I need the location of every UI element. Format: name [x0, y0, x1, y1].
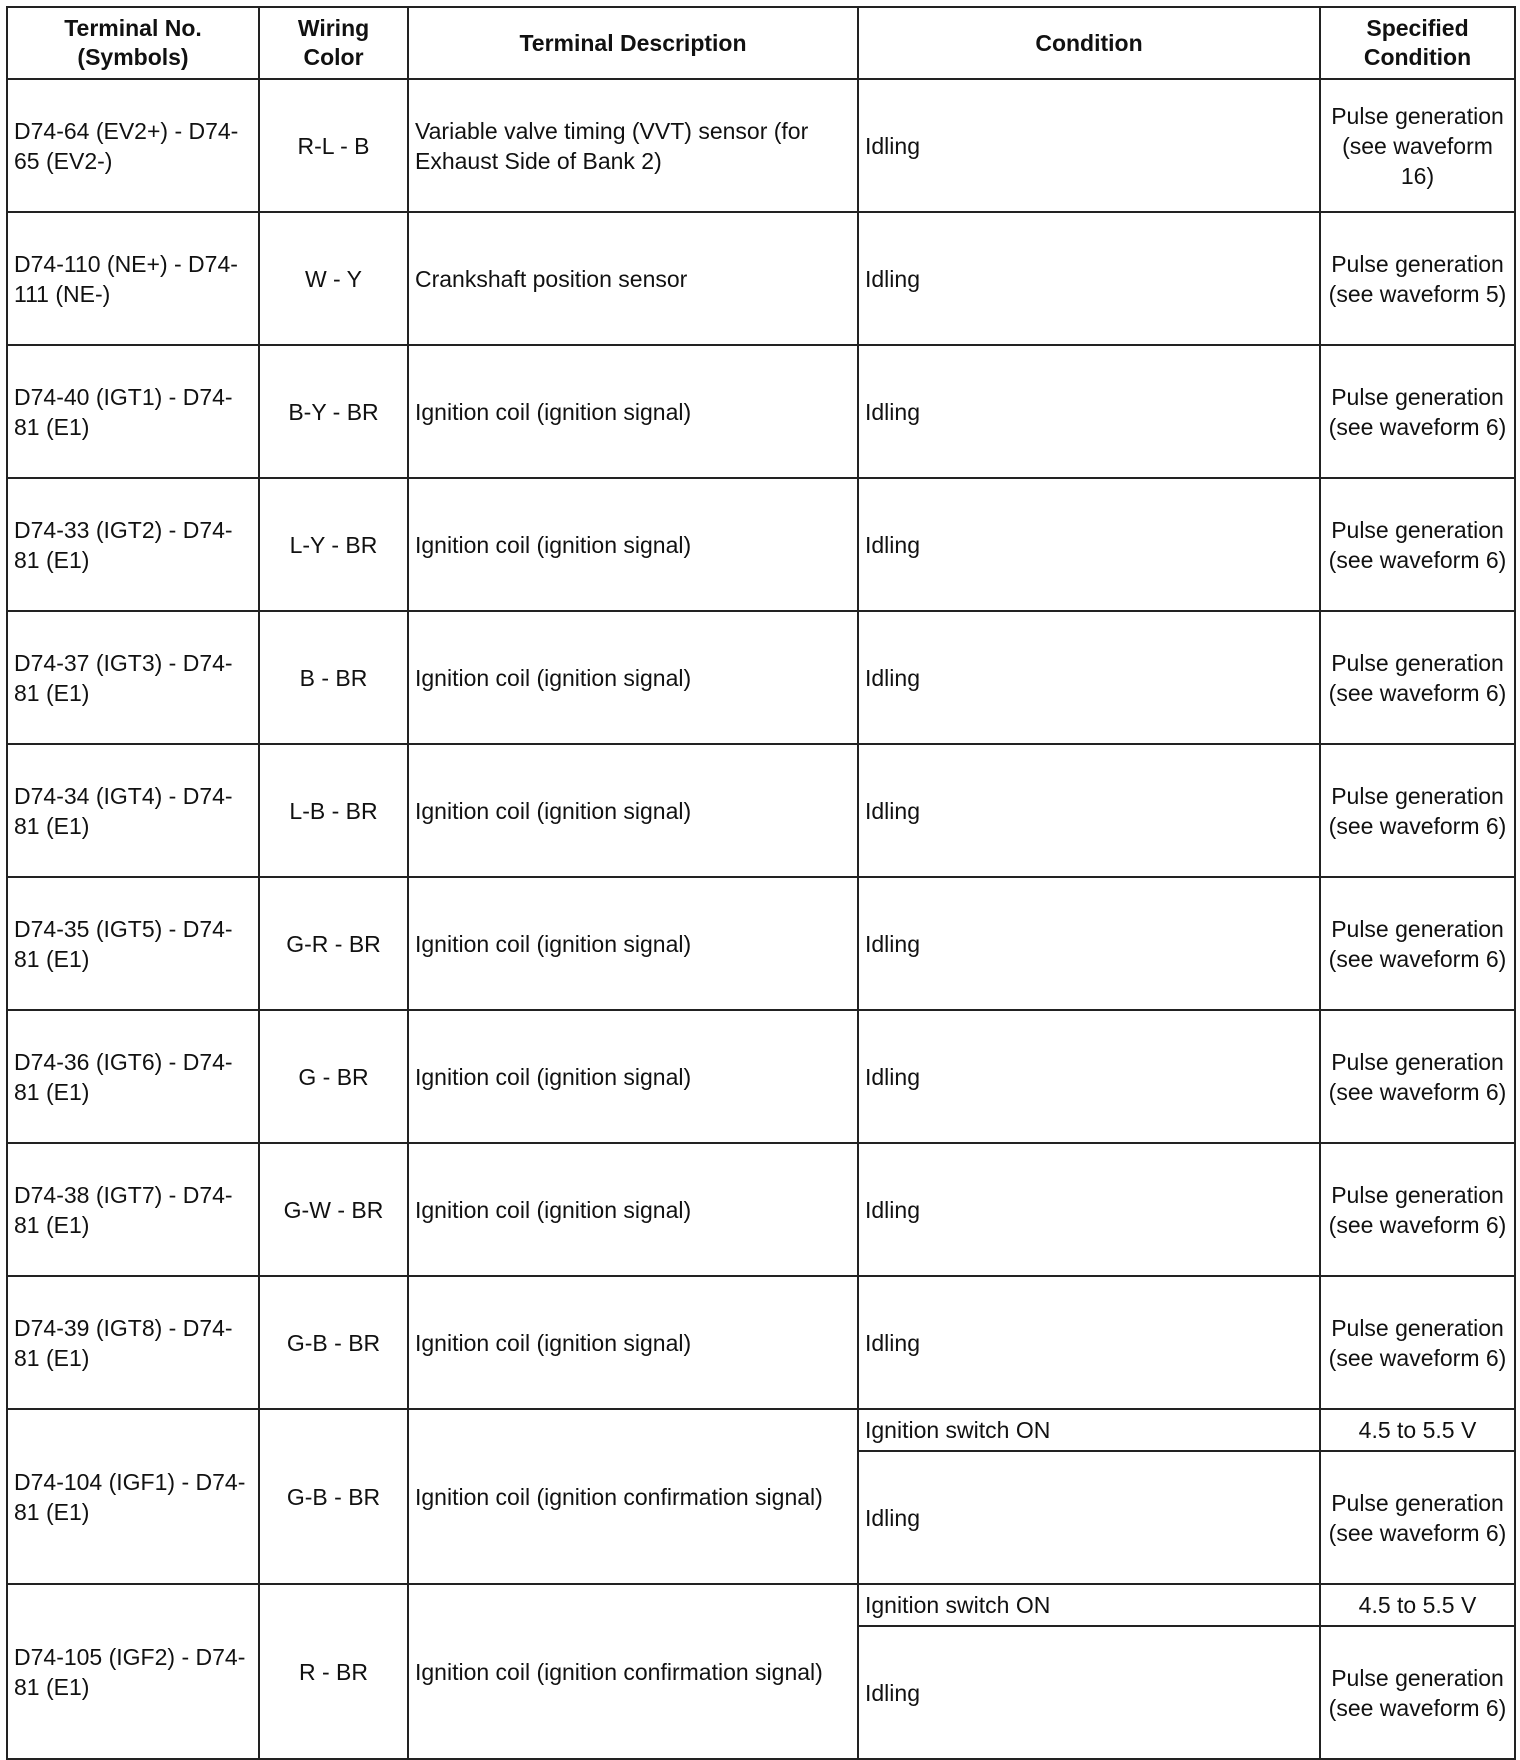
wiring-cell: R-L - B: [259, 79, 408, 212]
description-cell: Ignition coil (ignition signal): [408, 744, 858, 877]
specified-cell: 4.5 to 5.5 V: [1320, 1409, 1515, 1451]
wiring-cell: R - BR: [259, 1584, 408, 1759]
specified-cell: Pulse generation (see waveform 16): [1320, 79, 1515, 212]
table-row: [7, 611, 1515, 744]
description-cell: Ignition coil (ignition signal): [408, 345, 858, 478]
wiring-cell: B-Y - BR: [259, 345, 408, 478]
terminal-cell: D74-34 (IGT4) - D74-81 (E1): [7, 744, 259, 877]
table-row: [7, 744, 1515, 877]
description-cell: Ignition coil (ignition signal): [408, 1276, 858, 1409]
wiring-cell: L-Y - BR: [259, 478, 408, 611]
wiring-cell: G - BR: [259, 1010, 408, 1143]
header-wiring: Wiring Color: [259, 7, 408, 79]
description-cell: Crankshaft position sensor: [408, 212, 858, 345]
terminal-cell: D74-38 (IGT7) - D74-81 (E1): [7, 1143, 259, 1276]
specified-cell: Pulse generation (see waveform 6): [1320, 877, 1515, 1010]
table-row: [7, 1584, 1515, 1626]
condition-cell: Idling: [858, 877, 1320, 1010]
description-cell: Ignition coil (ignition signal): [408, 478, 858, 611]
specified-cell: Pulse generation (see waveform 6): [1320, 478, 1515, 611]
terminal-cell: D74-39 (IGT8) - D74-81 (E1): [7, 1276, 259, 1409]
condition-cell: Ignition switch ON: [858, 1409, 1320, 1451]
specified-cell: Pulse generation (see waveform 6): [1320, 345, 1515, 478]
table-row: [7, 212, 1515, 345]
terminal-cell: D74-110 (NE+) - D74-111 (NE-): [7, 212, 259, 345]
specified-cell: Pulse generation (see waveform 6): [1320, 1143, 1515, 1276]
condition-cell: Idling: [858, 744, 1320, 877]
description-cell: Ignition coil (ignition signal): [408, 877, 858, 1010]
specified-cell: Pulse generation (see waveform 6): [1320, 744, 1515, 877]
table-row: [7, 79, 1515, 212]
condition-cell: Idling: [858, 1010, 1320, 1143]
terminal-cell: D74-104 (IGF1) - D74-81 (E1): [7, 1409, 259, 1584]
specified-cell: 4.5 to 5.5 V: [1320, 1584, 1515, 1626]
wiring-cell: G-R - BR: [259, 877, 408, 1010]
terminal-cell: D74-40 (IGT1) - D74-81 (E1): [7, 345, 259, 478]
wiring-cell: B - BR: [259, 611, 408, 744]
wiring-cell: G-W - BR: [259, 1143, 408, 1276]
terminal-cell: D74-64 (EV2+) - D74-65 (EV2-): [7, 79, 259, 212]
description-cell: Ignition coil (ignition signal): [408, 611, 858, 744]
description-cell: Ignition coil (ignition signal): [408, 1143, 858, 1276]
table-row: [7, 1409, 1515, 1451]
description-cell: Variable valve timing (VVT) sensor (for Exhaust Side of Bank 2): [408, 79, 858, 212]
header-terminal: Terminal No. (Symbols): [7, 7, 259, 79]
specified-cell: Pulse generation (see waveform 5): [1320, 212, 1515, 345]
specified-cell: Pulse generation (see waveform 6): [1320, 1626, 1515, 1759]
terminal-cell: D74-37 (IGT3) - D74-81 (E1): [7, 611, 259, 744]
table-row: [7, 1143, 1515, 1276]
terminal-table: [6, 6, 1516, 1760]
wiring-cell: W - Y: [259, 212, 408, 345]
condition-cell: Idling: [858, 1143, 1320, 1276]
specified-cell: Pulse generation (see waveform 6): [1320, 1276, 1515, 1409]
condition-cell: Idling: [858, 212, 1320, 345]
condition-cell: Idling: [858, 478, 1320, 611]
wiring-cell: L-B - BR: [259, 744, 408, 877]
condition-cell: Idling: [858, 345, 1320, 478]
table-row: [7, 345, 1515, 478]
header-description: Terminal Description: [408, 7, 858, 79]
specified-cell: Pulse generation (see waveform 6): [1320, 611, 1515, 744]
wiring-cell: G-B - BR: [259, 1409, 408, 1584]
terminal-cell: D74-105 (IGF2) - D74-81 (E1): [7, 1584, 259, 1759]
header-condition: Condition: [858, 7, 1320, 79]
terminal-cell: D74-35 (IGT5) - D74-81 (E1): [7, 877, 259, 1010]
specified-cell: Pulse generation (see waveform 6): [1320, 1010, 1515, 1143]
description-cell: Ignition coil (ignition confirmation signal): [408, 1584, 858, 1759]
terminal-cell: D74-36 (IGT6) - D74-81 (E1): [7, 1010, 259, 1143]
condition-cell: Idling: [858, 79, 1320, 212]
condition-cell: Idling: [858, 611, 1320, 744]
condition-cell: Ignition switch ON: [858, 1584, 1320, 1626]
wiring-cell: G-B - BR: [259, 1276, 408, 1409]
table-row: [7, 478, 1515, 611]
condition-cell: Idling: [858, 1626, 1320, 1759]
description-cell: Ignition coil (ignition confirmation signal): [408, 1409, 858, 1584]
header-specified: Specified Condition: [1320, 7, 1515, 79]
condition-cell: Idling: [858, 1276, 1320, 1409]
description-cell: Ignition coil (ignition signal): [408, 1010, 858, 1143]
header-row: [7, 7, 1515, 79]
condition-cell: Idling: [858, 1451, 1320, 1584]
specified-cell: Pulse generation (see waveform 6): [1320, 1451, 1515, 1584]
terminal-cell: D74-33 (IGT2) - D74-81 (E1): [7, 478, 259, 611]
table-row: [7, 1276, 1515, 1409]
table-row: [7, 1010, 1515, 1143]
table-row: [7, 877, 1515, 1010]
